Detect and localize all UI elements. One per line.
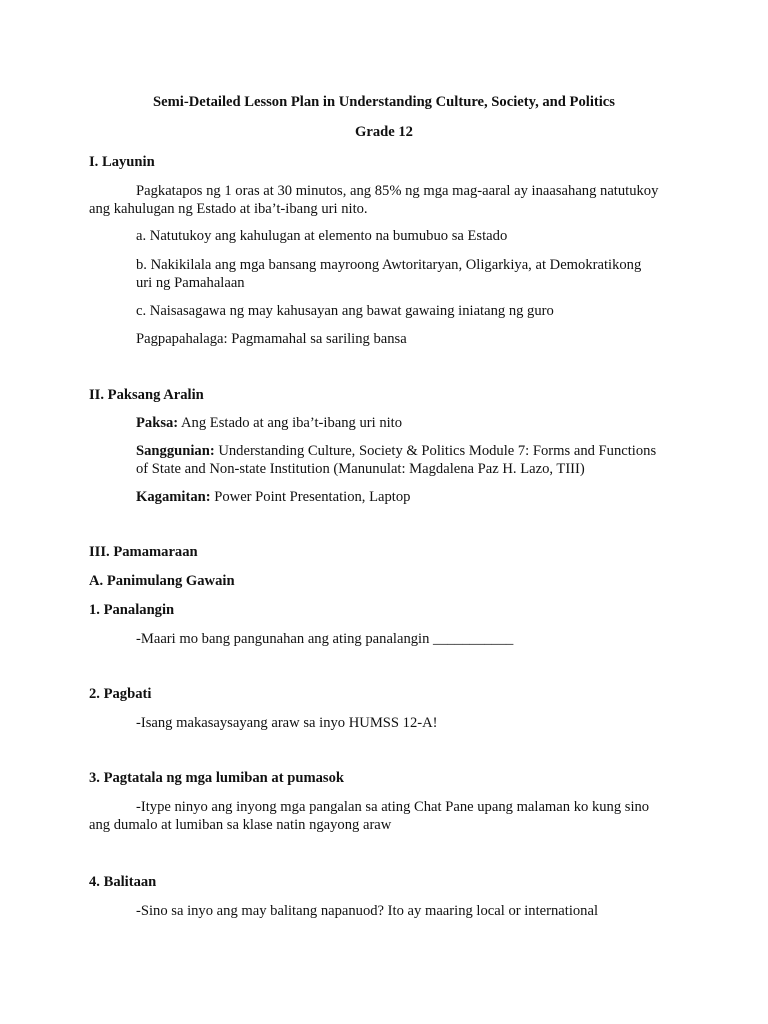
item-text-pagbati: -Isang makasaysayang araw sa inyo HUMSS 12-A!: [136, 715, 438, 731]
kagamitan-line: [136, 488, 410, 506]
objective-intro-line2: ang kahulugan ng Estado at iba’t-ibang uri nito.: [89, 201, 368, 217]
sanggunian-line2: of State and Non-state Institution (Manunulat: Magdalena Paz H. Lazo, TIII): [136, 461, 585, 477]
item-heading-pagbati: 2. Pagbati: [89, 686, 152, 702]
section-heading-paksang-aralin: II. Paksang Aralin: [89, 387, 204, 403]
item-heading-pagtatala: 3. Pagtatala ng mga lumiban at pumasok: [89, 770, 345, 786]
paksa-label: Paksa:: [136, 415, 179, 431]
objective-b-line1: b. Nakikilala ang mga bansang mayroong Awtoritaryan, Oligarkiya, at Demokratikong: [136, 257, 642, 273]
section-heading-pamamaraan: III. Pamamaraan: [89, 544, 198, 560]
objective-b-line2: uri ng Pamahalaan: [136, 275, 245, 291]
paksa-value: Ang Estado at ang iba’t-ibang uri nito: [178, 415, 403, 431]
item-heading-panalangin: 1. Panalangin: [89, 602, 175, 618]
sanggunian-label: Sanggunian:: [136, 443, 215, 459]
section-heading-layunin: I. Layunin: [89, 154, 155, 170]
item-text-balitaan: -Sino sa inyo ang may balitang napanuod? Ito ay maaring local or international: [136, 903, 598, 919]
item-heading-balitaan: 4. Balitaan: [89, 874, 157, 890]
objective-a: a. Natutukoy ang kahulugan at elemento na bumubuo sa Estado: [136, 228, 508, 244]
grade-label: Grade 12: [355, 124, 413, 140]
kagamitan-label: Kagamitan:: [136, 489, 211, 505]
subheading-panimulang-gawain: A. Panimulang Gawain: [89, 573, 235, 589]
item-text-pagtatala-line2: ang dumalo at lumiban sa klase natin ngayong araw: [89, 817, 392, 833]
sanggunian-value: Understanding Culture, Society & Politics Module 7: Forms and Functions: [214, 443, 657, 459]
document-title: Semi-Detailed Lesson Plan in Understanding Culture, Society, and Politics: [153, 94, 615, 110]
kagamitan-value: Power Point Presentation, Laptop: [210, 489, 411, 505]
item-text-panalangin: -Maari mo bang pangunahan ang ating panalangin ___________: [136, 631, 514, 647]
sanggunian-line1: [136, 442, 656, 460]
objective-c: c. Naisasagawa ng may kahusayan ang bawat gawaing iniatang ng guro: [136, 303, 554, 319]
values-line: Pagpapahalaga: Pagmamahal sa sariling bansa: [136, 331, 407, 347]
item-text-pagtatala-line1: -Itype ninyo ang inyong mga pangalan sa ating Chat Pane upang malaman ko kung sino: [136, 799, 650, 815]
paksa-line: [136, 414, 402, 432]
objective-intro-line1: Pagkatapos ng 1 oras at 30 minutos, ang 85% ng mga mag-aaral ay inaasahang natutukoy: [136, 183, 659, 199]
